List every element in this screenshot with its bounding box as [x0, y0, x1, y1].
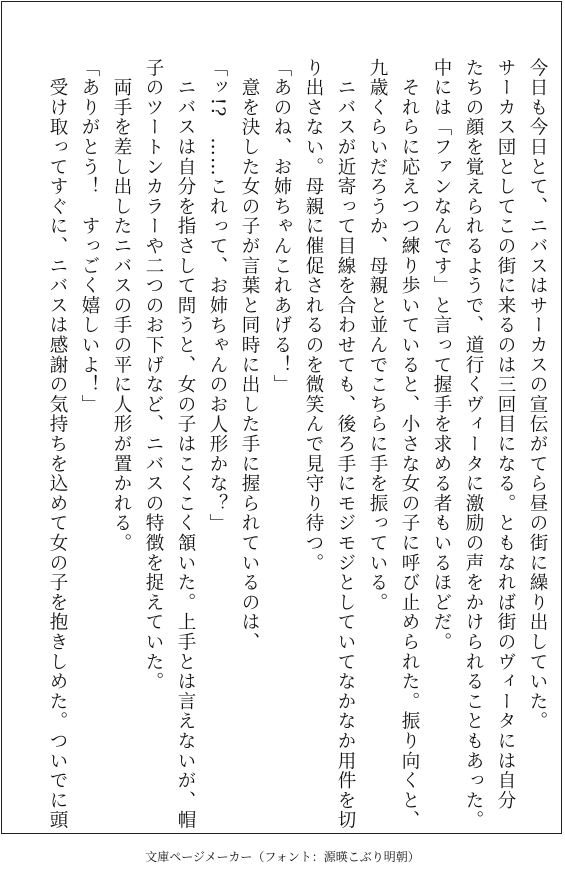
text-line: ニバスが近寄って目線を合わせても、後ろ手にモジモジとしていてなかなか用件を切: [335, 58, 356, 831]
text-line: 今日も今日とて、ニバスはサーカスの宣伝がてら昼の街に繰り出していた。: [527, 58, 548, 732]
text-line: 意を決した女の子が言葉と同時に出した手に握られているのは、: [239, 58, 260, 652]
text-line: それらに応えつつ練り歩いていると、小さな女の子に呼び止められた。振り向くと、: [399, 58, 420, 831]
text-line: 中には「ファンなんです」と言って握手を求める者もいるほどだ。: [431, 58, 452, 652]
text-line: ニバスは自分を指さして問うと、女の子はこくこく頷いた。上手とは言えないが、帽: [175, 58, 196, 831]
text-line: サーカス団としてこの街に来るのは三回目になる。ともなれば街のヴィータには自分: [495, 58, 516, 811]
text-line: 子のツートンカラーや二つのお下げなど、ニバスの特徴を捉えていた。: [143, 58, 164, 692]
text-line: 両手を差し出したニバスの手の平に人形が置かれる。: [111, 58, 132, 553]
text-line: 「ありがとう！ すっごく嬉しいよ！」: [79, 58, 100, 415]
text-line: り出さない。母親に催促されるのを微笑んで見守り待つ。: [303, 58, 324, 573]
text-line: 九歳くらいだろうか、母親と並んでこちらに手を振っている。: [367, 58, 388, 613]
page-frame: [1, 1, 562, 834]
text-line: たちの顔を覚えられるようで、道行くヴィータに激励の声をかけられることもあった。: [463, 58, 484, 831]
vertical-text-block: [13, 58, 553, 831]
text-line: 「ッ!? ……これって、お姉ちゃんのお人形かな？」: [207, 58, 228, 534]
footer-caption: 文庫ページメーカー（フォント：源暎こぶり明朝）: [145, 850, 420, 864]
text-line: 受け取ってすぐに、ニバスは感謝の気持ちを込めて女の子を抱きしめた。ついでに頭: [47, 58, 68, 831]
text-line: 「あのね、お姉ちゃんこれあげる！」: [271, 58, 292, 395]
